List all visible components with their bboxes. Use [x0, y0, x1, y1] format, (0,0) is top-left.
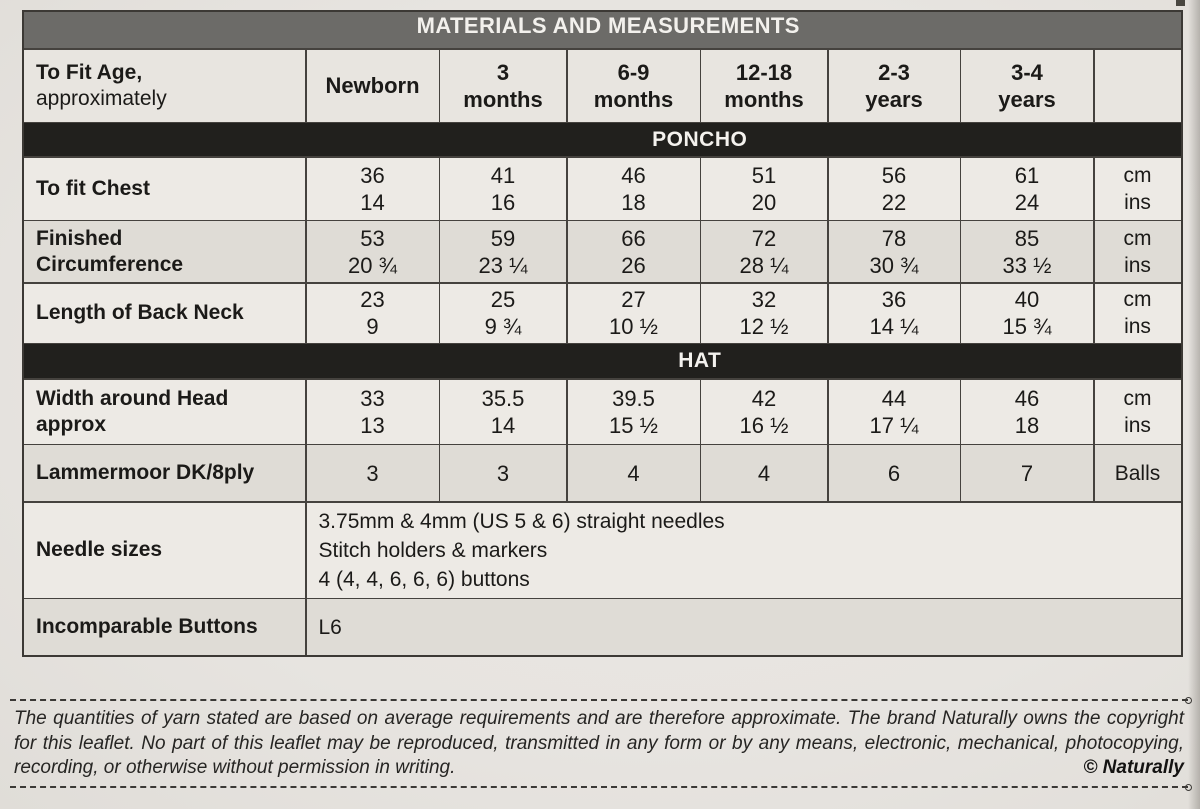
footer-text — [14, 707, 1184, 781]
dashed-divider-top — [10, 699, 1188, 701]
footer-line-3: recording, or otherwise without permission in writing. — [14, 757, 456, 778]
section-bar-poncho — [24, 123, 1181, 156]
row-label-needle-sizes: Needle sizes — [24, 503, 305, 598]
data-cell: 40 15 ¾ — [961, 284, 1093, 343]
table-title: MATERIALS AND MEASUREMENTS — [416, 13, 800, 38]
copyright-brand: © Naturally — [1083, 757, 1184, 778]
units-cell: cm ins — [1095, 221, 1181, 282]
col-header-newborn: Newborn — [307, 50, 439, 122]
data-cell: 33 13 — [307, 380, 439, 444]
data-cell: 51 20 — [701, 158, 827, 220]
data-cell: 25 9 ¾ — [440, 284, 566, 343]
col-header-12-18-months: 12-18 months — [701, 50, 827, 122]
copyright-footer — [10, 699, 1188, 788]
data-cell: 7 — [961, 445, 1093, 501]
row-label-finished-circumference: Finished Circumference — [24, 221, 305, 282]
units-cell: Balls — [1095, 445, 1181, 501]
data-cell: 72 28 ¼ — [701, 221, 827, 282]
table-title-bar — [24, 12, 1181, 48]
row-label-length-back-neck: Length of Back Neck — [24, 284, 305, 343]
row-label-lammermoor: Lammermoor DK/8ply — [24, 445, 305, 501]
dashed-divider-bottom — [10, 786, 1188, 788]
data-cell: 36 14 ¼ — [829, 284, 960, 343]
data-cell: 35.5 14 — [440, 380, 566, 444]
section-title-hat: HAT — [678, 349, 722, 372]
page-edge-shadow — [1188, 0, 1200, 809]
section-title-wrap — [306, 128, 1094, 152]
data-cell: 66 26 — [568, 221, 700, 282]
units-cell: cm ins — [1095, 158, 1181, 220]
data-cell: 46 18 — [961, 380, 1093, 444]
col-header-6-9-months: 6-9 months — [568, 50, 700, 122]
footer-line-1: The quantities of yarn stated are based on average requirements and are therefore approximate. The brand Naturally owns the copyright — [14, 708, 1184, 729]
col-header-units-empty — [1095, 50, 1181, 122]
materials-measurements-table — [22, 10, 1183, 657]
data-cell: 4 — [568, 445, 700, 501]
data-cell: 85 33 ½ — [961, 221, 1093, 282]
row-label-to-fit-chest: To fit Chest — [24, 158, 305, 220]
footer-line-2: for this leaflet. No part of this leaflet may be reproduced, transmitted in any form or by any means, electronic, mechanical, photocopying, — [14, 732, 1184, 754]
data-cell: 32 12 ½ — [701, 284, 827, 343]
data-cell: 59 23 ¼ — [440, 221, 566, 282]
data-cell: 56 22 — [829, 158, 960, 220]
data-cell: 42 16 ½ — [701, 380, 827, 444]
data-cell: 39.5 15 ½ — [568, 380, 700, 444]
data-cell: 23 9 — [307, 284, 439, 343]
data-cell: 27 10 ½ — [568, 284, 700, 343]
section-title-poncho: PONCHO — [652, 127, 748, 151]
col-header-3-4-years: 3-4 years — [961, 50, 1093, 122]
data-cell: 41 16 — [440, 158, 566, 220]
data-cell: 3 — [440, 445, 566, 501]
section-bar-hat — [24, 344, 1181, 378]
row-label-incomparable-buttons: Incomparable Buttons — [24, 599, 305, 655]
row-label-width-around-head: Width around Head approx — [24, 380, 305, 444]
data-cell: 6 — [829, 445, 960, 501]
data-cell: 4 — [701, 445, 827, 501]
units-cell: cm ins — [1095, 380, 1181, 444]
col-header-2-3-years: 2-3 years — [829, 50, 960, 122]
data-cell: 3 — [307, 445, 439, 501]
age-header-label: To Fit Age, approximately — [24, 50, 305, 122]
data-cell: 61 24 — [961, 158, 1093, 220]
data-cell: 53 20 ¾ — [307, 221, 439, 282]
data-cell: 36 14 — [307, 158, 439, 220]
data-cell: 46 18 — [568, 158, 700, 220]
section-title-wrap — [306, 349, 1094, 373]
page-edge-mark — [1176, 0, 1185, 6]
data-cell: 44 17 ¼ — [829, 380, 960, 444]
incomparable-buttons-content: L6 — [307, 599, 1181, 655]
col-header-3-months: 3 months — [440, 50, 566, 122]
units-cell: cm ins — [1095, 284, 1181, 343]
needle-sizes-content: 3.75mm & 4mm (US 5 & 6) straight needles Stitch holders & markers 4 (4, 4, 6, 6, 6) buttons — [307, 503, 1181, 598]
data-cell: 78 30 ¾ — [829, 221, 960, 282]
